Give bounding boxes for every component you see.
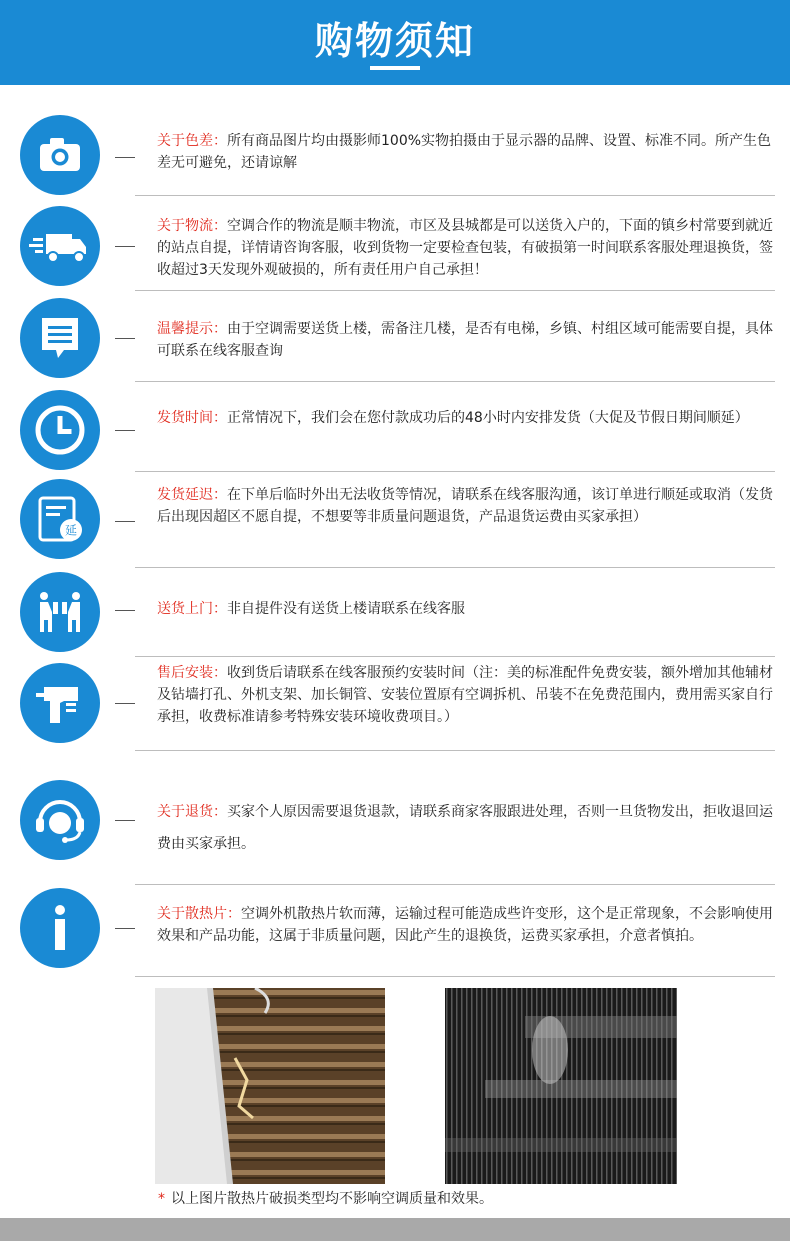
- row-divider: [135, 750, 775, 751]
- notice-text: [157, 407, 775, 429]
- notice-label: 关于退货：: [157, 804, 227, 820]
- row-divider: [135, 884, 775, 885]
- notice-text: [157, 484, 775, 528]
- row-divider: [135, 567, 775, 568]
- page-title: 购物须知: [314, 19, 475, 63]
- notice-label: 送货上门：: [157, 601, 227, 617]
- people-delivery-icon: [20, 572, 100, 652]
- row-divider: [135, 656, 775, 657]
- notice-body: 由于空调需要送货上楼，需备注几楼，是否有电梯，乡镇、村组区域可能需要自提，具体可联系在线客服查询: [157, 321, 773, 359]
- caption-star: *: [158, 1191, 165, 1207]
- notice-text: [157, 215, 775, 281]
- header-banner: [0, 0, 790, 85]
- row-divider: [135, 195, 775, 196]
- notice-label: 关于散热片：: [157, 906, 241, 922]
- info-icon: [20, 888, 100, 968]
- dash-divider: [115, 246, 135, 247]
- notice-text: [157, 318, 775, 362]
- delay-badge: 延: [64, 523, 78, 538]
- notice-body: 在下单后临时外出无法收货等情况，请联系在线客服沟通，该订单进行顺延或取消（发货后出现因超区不愿自提，不想要等非质量问题退货，产品退货运费由买家承担）: [157, 487, 773, 525]
- notice-label: 关于物流：: [157, 218, 227, 234]
- heat-sink-damage-photo-right: [445, 988, 677, 1184]
- notice-body: 买家个人原因需要退货退款，请联系商家客服跟进处理，否则一旦货物发出，拒收退回运费由买家承担。: [157, 804, 773, 852]
- notice-label: 温馨提示：: [157, 321, 227, 337]
- notice-body: 空调外机散热片软而薄，运输过程可能造成些许变形，这个是正常现象，不会影响使用效果和产品功能，这属于非质量问题，因此产生的退换货，运费买家承担，介意者慎拍。: [157, 906, 773, 944]
- caption-text: 以上图片散热片破损类型均不影响空调质量和效果。: [171, 1191, 493, 1207]
- notice-label: 售后安装：: [157, 665, 227, 681]
- notice-body: 空调合作的物流是顺丰物流，市区及县城都是可以送货入户的，下面的镇乡村常要到就近的站点自提，详情请咨询客服，收到货物一定要检查包装，有破损第一时间联系客服处理退换货，签收超过3天发现外观破损的，所有责任用户自己承担！: [157, 218, 773, 278]
- dash-divider: [115, 820, 135, 821]
- notice-text: [157, 598, 775, 620]
- notice-body: 收到货后请联系在线客服预约安装时间（注：美的标准配件免费安装，额外增加其他辅材及钻墙打孔、外机支架、加长铜管、安装位置原有空调拆机、吊装不在免费范围内，费用需买家自行承担，收费标准请参考特殊安装环境收费项目。）: [157, 665, 773, 725]
- row-divider: [135, 381, 775, 382]
- message-icon: [20, 298, 100, 378]
- drill-icon: [20, 663, 100, 743]
- clock-icon: [20, 390, 100, 470]
- row-divider: [135, 290, 775, 291]
- photo-caption: [158, 1188, 493, 1208]
- notice-text: [157, 662, 775, 728]
- customer-service-icon: [20, 780, 100, 860]
- dash-divider: [115, 430, 135, 431]
- dash-divider: [115, 157, 135, 158]
- dash-divider: [115, 703, 135, 704]
- notice-body: 非自提件没有送货上楼请联系在线客服: [227, 601, 465, 617]
- delivery-truck-icon: [20, 206, 100, 286]
- dash-divider: [115, 610, 135, 611]
- heat-sink-damage-photo-left: [155, 988, 385, 1184]
- notice-body: 所有商品图片均由摄影师100%实物拍摄由于显示器的品牌、设置、标准不同。所产生色差无可避免，还请谅解: [157, 133, 772, 171]
- notice-text: [157, 903, 775, 947]
- delay-document-icon: [20, 479, 100, 559]
- notice-label: 发货时间：: [157, 410, 227, 426]
- notice-body: 正常情况下，我们会在您付款成功后的48小时内安排发货（大促及节假日期间顺延）: [227, 410, 749, 426]
- row-divider: [135, 976, 775, 977]
- row-divider: [135, 471, 775, 472]
- dash-divider: [115, 928, 135, 929]
- notice-text: [157, 130, 775, 174]
- notice-label: 关于色差：: [157, 133, 227, 149]
- dash-divider: [115, 521, 135, 522]
- footer-bar: [0, 1218, 790, 1241]
- camera-icon: [20, 115, 100, 195]
- dash-divider: [115, 338, 135, 339]
- notice-label: 发货延迟：: [157, 487, 227, 503]
- notice-text: [157, 796, 775, 860]
- title-underline: [370, 66, 420, 70]
